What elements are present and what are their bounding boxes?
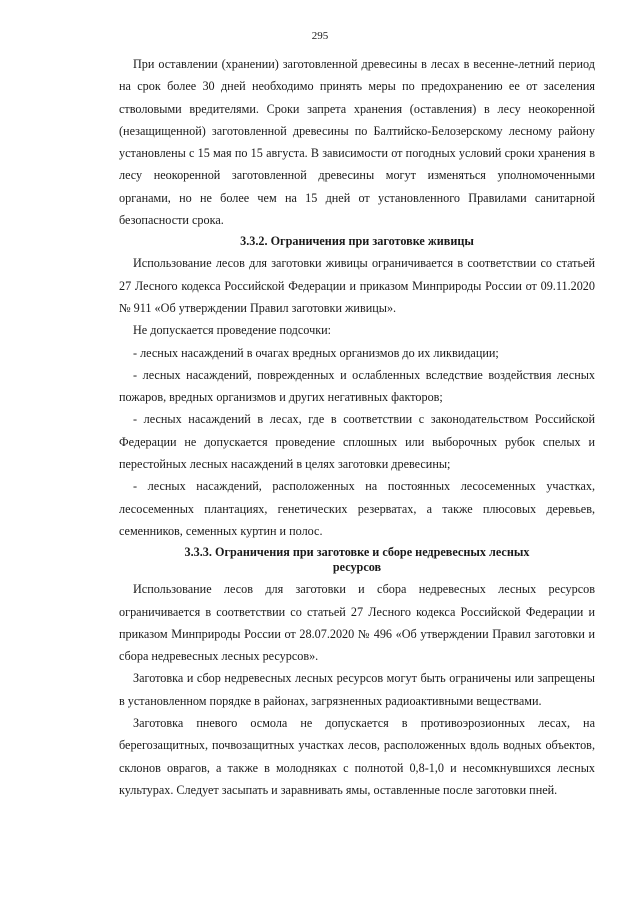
- heading-section-3-3-3: [119, 545, 595, 575]
- list-item-damaged: - лесных насаждений, поврежденных и ослабленных вследствие воздействия лесных пожаров, вредных организмов и других негативных факторов;: [119, 367, 595, 405]
- page-content: [119, 53, 595, 801]
- paragraph-nontimber-law: Использование лесов для заготовки и сбора недревесных лесных ресурсов ограничивается в соответствии со статьей 27 Лесного кодекса Российской Федерации и приказом Минприроды России от 28.07.2020 № 496 «Об утверждении Правил заготовки и сбора недревесных лесных ресурсов».: [119, 582, 595, 664]
- page-number: 295: [311, 30, 329, 42]
- list-item-seed-areas: - лесных насаждений, расположенных на постоянных лесосеменных участках, лесосеменных плантациях, генетических резерватах, а также плюсовых деревьев, семенников, семенных куртин и полос.: [119, 479, 595, 538]
- paragraph-tapping-not-allowed: Не допускается проведение подсочки:: [133, 323, 332, 338]
- heading-line-1: 3.3.3. Ограничения при заготовке и сборе недревесных лесных: [184, 545, 530, 560]
- heading-line-2: ресурсов: [332, 560, 382, 575]
- paragraph-radioactive: Заготовка и сбор недревесных лесных ресурсов могут быть ограничены или запрещены в установленном порядке в районах, загрязненных радиоактивными веществами.: [119, 671, 595, 708]
- paragraph-stump-resin: Заготовка пневого осмола не допускается в противоэрозионных лесах, на берегозащитных, почвозащитных участках лесов, расположенных вдоль водных объектов, склонов оврагов, а также в молодняках с полнотой 0,8-1,0 и несомкнувшихся лесных культурах. Следует засыпать и заравнивать ямы, оставленные после заготовки пней.: [119, 716, 595, 797]
- paragraph-storage: При оставлении (хранении) заготовленной древесины в лесах в весенне-летний период на срок более 30 дней необходимо принять меры по предохранению ее от заселения стволовыми вредителями. Сроки запрета хранения (оставления) в лесу неокоренной (незащищенной) заготовленной древесины по Балтийско-Белозерскому лесному району установлены с 15 мая по 15 августа. В зависимости от погодных условий сроки хранения в лесу неокоренной заготовленной древесины могут изменяться уполномоченными органами, но не более чем на 15 дней от установленного Правилами санитарной безопасности срока.: [119, 57, 595, 228]
- list-item-pests: - лесных насаждений в очагах вредных организмов до их ликвидации;: [133, 345, 499, 360]
- paragraph-resin-law: Использование лесов для заготовки живицы ограничивается в соответствии со статьей 27 Лесного кодекса Российской Федерации и приказом Минприроды России от 09.11.2020 № 911 «Об утверждении Правил заготовки живицы».: [119, 256, 595, 315]
- heading-section-3-3-2: 3.3.2. Ограничения при заготовке живицы: [240, 234, 474, 249]
- list-item-no-felling: - лесных насаждений в лесах, где в соответствии с законодательством Российской Федерации не допускается проведение сплошных или выборочных рубок спелых и перестойных лесных насаждений в целях заготовки древесины;: [119, 412, 595, 472]
